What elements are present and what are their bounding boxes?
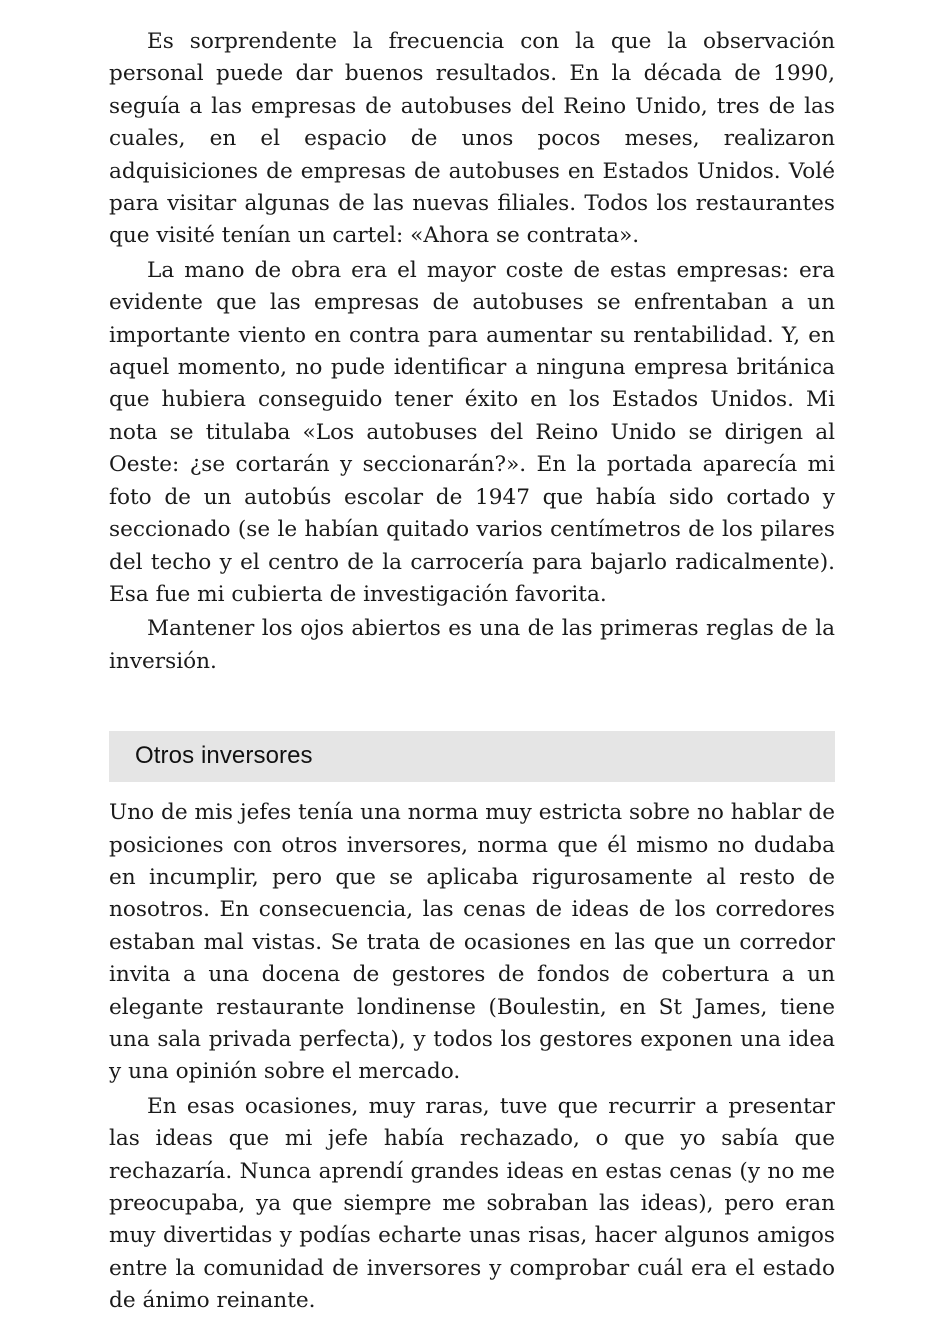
body-paragraph: Mantener los ojos abiertos es una de las primeras reglas de la inversión. [109, 616, 835, 674]
body-paragraph: La mano de obra era el mayor coste de estas empresas: era evidente que las empresas de autobuses se enfrentaban a un importante viento en contra para aumentar su rentabilidad. Y, en aquel momento, no pude identificar a ninguna empresa británica que hubiera conseguido tener éxito en los Estados Unidos. Mi nota se titulaba «Los autobuses del Reino Unido se dirigen al Oeste: ¿se cortarán y seccionarán?». En la portada aparecía mi foto de un autobús escolar de 1947 que había sido cortado y seccionado (se le habían quitado varios centímetros de los pilares del techo y el centro de la carrocería para bajarlo radicalmente). Esa fue mi cubierta de investigación favorita. [109, 257, 835, 607]
section-heading: Otros inversores [109, 731, 835, 782]
body-paragraph: En esas ocasiones, muy raras, tuve que recurrir a presentar las ideas que mi jefe había rechazado, o que yo sabía que rechazaría. Nunca aprendí grandes ideas en estas cenas (y no me preocupaba, ya que siempre me sobraban las ideas), pero eran muy divertidas y podías echarte unas risas, hacer algunos amigos entre la comunidad de inversores y comprobar cuál era el estado de ánimo reinante. [109, 1093, 835, 1314]
body-paragraph: Uno de mis jefes tenía una norma muy estricta sobre no hablar de posiciones con otros inversores, norma que él mismo no dudaba en incumplir, pero que se aplicaba rigurosamente al resto de nosotros. En consecuencia, las cenas de ideas de los corredores estaban mal vistas. Se trata de ocasiones en las que un corredor invita a una docena de gestores de fondos de cobertura a un elegante restaurante londinense (Boulestin, en St James, tiene una sala privada perfecta), y todos los gestores exponen una idea y una opinión sobre el mercado. [109, 800, 835, 1085]
book-page [109, 26, 835, 1318]
body-paragraph: Es sorprendente la frecuencia con la que la observación personal puede dar buenos resultados. En la década de 1990, seguía a las empresas de autobuses del Reino Unido, tres de las cuales, en el espacio de unos pocos meses, realizaron adquisiciones de empresas de autobuses en Estados Unidos. Volé para visitar algunas de las nuevas filiales. Todos los restaurantes que visité tenían un cartel: «Ahora se contrata». [109, 29, 835, 249]
